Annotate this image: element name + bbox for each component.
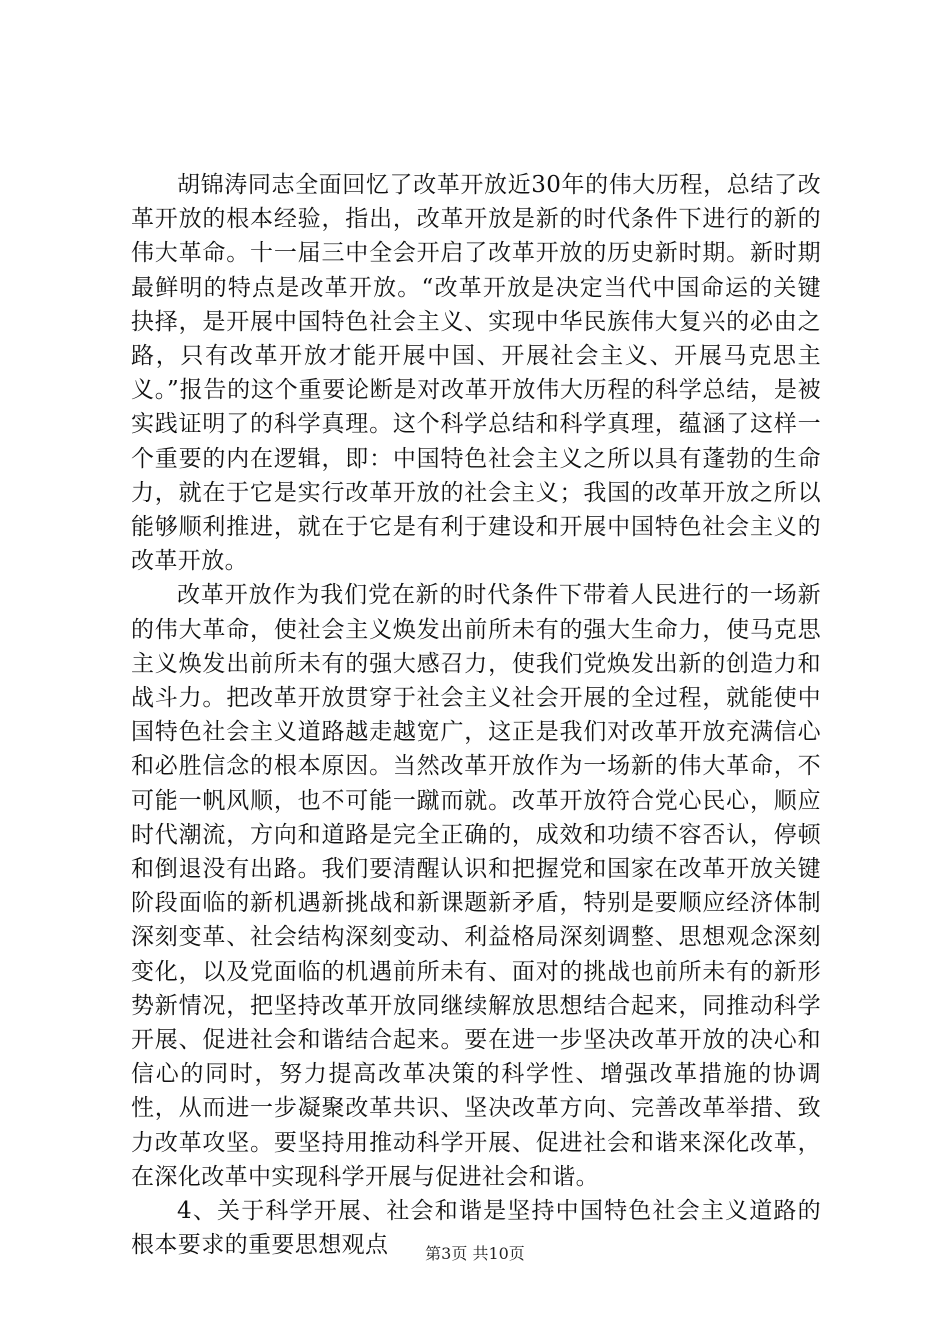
page-number-label: 第3页 共10页 (425, 1244, 525, 1263)
paragraph-reform: 改革开放作为我们党在新的时代条件下带着人民进行的一场新的伟大革命，使社会主义焕发出前所未有的强大生命力，使马克思主义焕发出前所未有的强大感召力，使我们党焕发出新的创造力和战斗力。把改革开放贯穿于社会主义社会开展的全过程，就能使中国特色社会主义道路越走越宽广，这正是我们对改革开放充满信心和必胜信念的根本原因。当然改革开放作为一场新的伟大革命，不可能一帆风顺，也不可能一蹴而就。改革开放符合党心民心，顺应时代潮流，方向和道路是完全正确的，成效和功绩不容否认，停顿和倒退没有出路。我们要清醒认识和把握党和国家在改革开放关键阶段面临的新机遇新挑战和新课题新矛盾，特别是要顺应经济体制深刻变革、社会结构深刻变动、利益格局深刻调整、思想观念深刻变化，以及党面临的机遇前所未有、面对的挑战也前所未有的新形势新情况，把坚持改革开放同继续解放思想结合起来，同推动科学开展、促进社会和谐结合起来。要在进一步坚决改革开放的决心和信心的同时，努力提高改革决策的科学性、增强改革措施的协调性，从而进一步凝聚改革共识、坚决改革方向、完善改革举措、致力改革攻坚。要坚持用推动科学开展、促进社会和谐来深化改革，在深化改革中实现科学开展与促进社会和谐。 (131, 582, 821, 1190)
paragraph-review: 胡锦涛同志全面回忆了改革开放近30年的伟大历程，总结了改革开放的根本经验，指出，改革开放是新的时代条件下进行的新的伟大革命。十一届三中全会开启了改革开放的历史新时期。新时期最鲜明的特点是改革开放。“改革开放是决定当代中国命运的关键抉择，是开展中国特色社会主义、实现中华民族伟大复兴的必由之路，只有改革开放才能开展中国、开展社会主义、开展马克思主义。”报告的这个重要论断是对改革开放伟大历程的科学总结，是被实践证明了的科学真理。这个科学总结和科学真理，蕴涵了这样一个重要的内在逻辑，即：中国特色社会主义之所以具有蓬勃的生命力，就在于它是实行改革开放的社会主义；我国的改革开放之所以能够顺利推进，就在于它是有利于建设和开展中国特色社会主义的改革开放。 (131, 172, 821, 575)
page-footer (0, 1244, 950, 1264)
document-body (131, 168, 821, 1263)
section-heading-4: 4、关于科学开展、社会和谐是坚持中国特色社会主义道路的根本要求的重要思想观点 (131, 1198, 821, 1259)
